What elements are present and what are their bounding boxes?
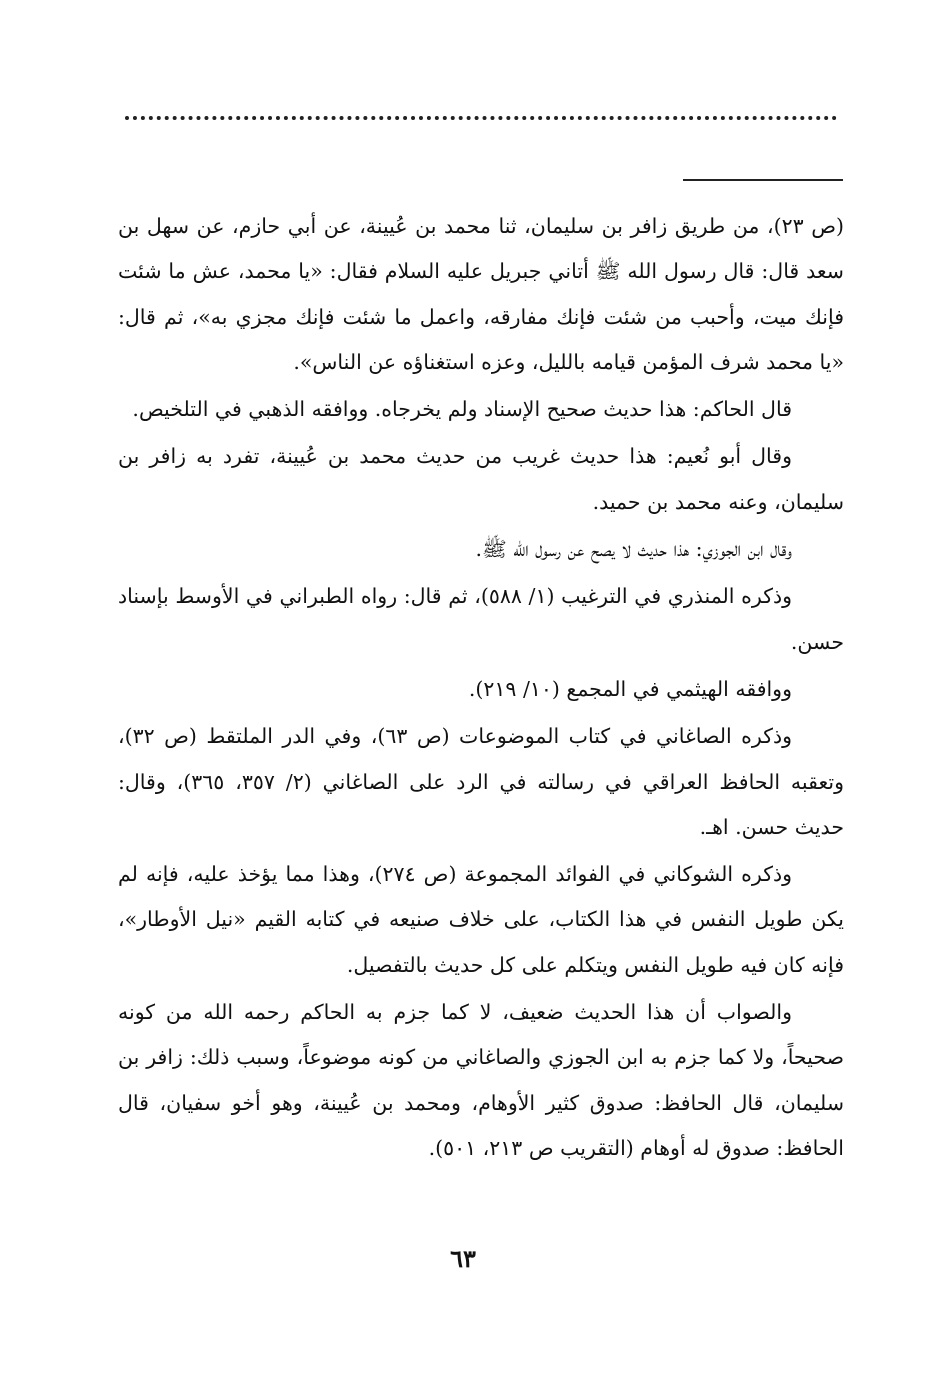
footnote-paragraph-7: وذكره الصاغاني في كتاب الموضوعات (ص ٦٣)، وفي الدر الملتقط (ص ٣٢)، وتعقبه الحافظ العراقي في رسالته في الرد على الصاغاني (٢/ ٣٥٧، ٣٦٥)، وقال: حديث حسن. اهـ. [118,724,844,839]
footnote-paragraph-1: (ص ٢٣)، من طريق زافر بن سليمان، ثنا محمد بن عُيينة، عن أبي حازم، عن سهل بن سعد قال: قال رسول الله ﷺ أتاني جبريل عليه السلام فقال: «يا محمد، عش ما شئت فإنك ميت، وأحبب من شئت فإنك مفارقه، واعمل ما شئت فإنك مجزي به»، ثم قال: «يا محمد شرف المؤمن قيامه بالليل، وعزه استغناؤه عن الناس». [118,214,844,374]
footnote-paragraph-6: ووافقه الهيثمي في المجمع (١٠/ ٢١٩). [468,676,792,701]
footnote-paragraph-4: وقال ابن الجوزي: هذا حديث لا يصح عن رسول الله ﷺ. [475,537,792,562]
footnote-paragraph-9: والصواب أن هذا الحديث ضعيف، لا كما جزم به الحاكم رحمه الله من كونه صحيحاً، ولا كما جزم به ابن الجوزي والصاغاني من كونه موضوعاً، وسبب ذلك: زافر بن سليمان، قال الحافظ: صدوق كثير الأوهام، ومحمد بن عُيينة، وهو أخو سفيان، قال الحافظ: صدوق له أوهام (التقريب ص ٢١٣، ٥٠١). [118,1000,844,1160]
page-number: ٦٣ [450,1244,476,1273]
footnote-paragraph-8: وذكره الشوكاني في الفوائد المجموعة (ص ٢٧٤)، وهذا مما يؤخذ عليه، فإنه لم يكن طويل النفس في هذا الكتاب، على خلاف صنيعه في كتابه القيم «نيل الأوطار»، فإنه كان فيه طويل النفس ويتكلم على كل حديث بالتفصيل. [118,862,844,977]
footnote-rule [683,179,843,181]
footnote-paragraph-3: وقال أبو نُعيم: هذا حديث غريب من حديث محمد بن عُيينة، تفرد به زافر بن سليمان، وعنه محمد بن حميد. [118,444,844,514]
dotted-separator [125,116,837,120]
footnote-text [118,204,844,1173]
footnote-paragraph-5: وذكره المنذري في الترغيب (١/ ٥٨٨)، ثم قال: رواه الطبراني في الأوسط بإسناد حسن. [118,584,844,654]
footnote-paragraph-2: قال الحاكم: هذا حديث صحيح الإسناد ولم يخرجاه. ووافقه الذهبي في التلخيص. [132,397,792,422]
